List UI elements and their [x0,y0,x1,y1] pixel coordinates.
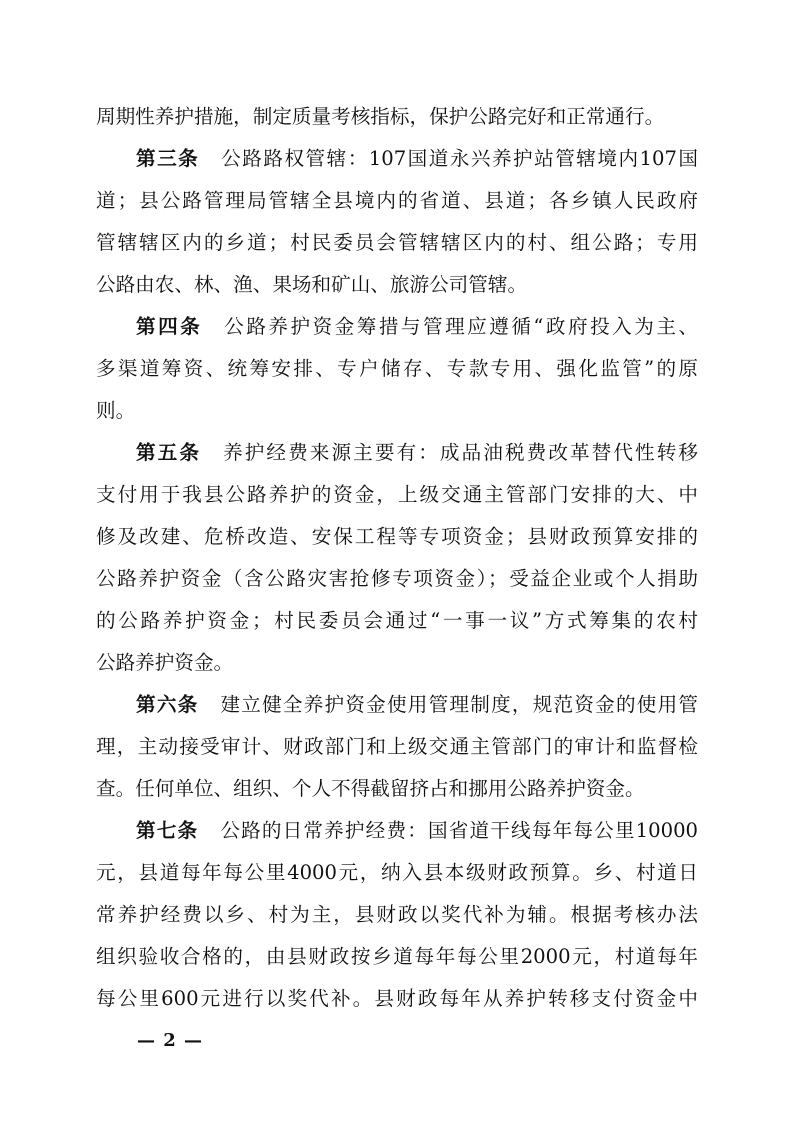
article-heading: 第六条 [136,693,199,716]
paragraph-line [136,439,698,467]
paragraph-line [96,565,698,593]
line-text: 道；县公路管理局管辖全县境内的省道、县道；各乡镇人民政府 [96,189,698,212]
paragraph-line [96,901,698,929]
paragraph-line [96,271,527,299]
paragraph-line [136,817,698,845]
line-text: 理，主动接受审计、财政部门和上级交通主管部门的审计和监督检 [96,735,698,758]
paragraph-line [136,313,698,341]
line-text: 建立健全养护资金使用管理制度，规范资金的使用管 [220,693,699,716]
line-text: 管辖辖区内的乡道；村民委员会管辖辖区内的村、组公路；专用 [96,231,698,254]
paragraph-line [96,733,698,761]
line-text: 公路养护资金（含公路灾害抢修专项资金）；受益企业或个人捐助 [96,567,698,590]
line-text: 公路路权管辖：107国道永兴养护站管辖境内107国 [221,147,698,170]
line-text: 公路由农、林、渔、果场和矿山、旅游公司管辖。 [96,273,528,296]
paragraph-line [96,649,233,677]
line-text: 修及改建、危桥改造、安保工程等专项资金；县财政预算安排的 [96,525,698,548]
paragraph-line [96,103,664,131]
article-heading: 第三条 [136,147,200,170]
paragraph-line [96,775,645,803]
paragraph-line [96,355,698,383]
page-number: — 2 — [137,1030,204,1051]
line-text: 查。任何单位、组织、个人不得截留挤占和挪用公路养护资金。 [96,777,645,800]
paragraph-line [96,607,698,635]
line-text: 常养护经费以乡、村为主，县财政以奖代补为辅。根据考核办法 [96,903,698,926]
paragraph-line [96,523,698,551]
line-text: 每公里600元进行以奖代补。县财政每年从养护转移支付资金中 [96,987,698,1010]
paragraph-line [96,859,698,887]
line-text: 公路养护资金筹措与管理应遵循“政府投入为主、 [224,315,698,338]
paragraph-line [96,943,698,971]
line-text: 支付用于我县公路养护的资金，上级交通主管部门安排的大、中 [96,483,698,506]
paragraph-line [96,229,698,257]
article-heading: 第五条 [136,441,202,464]
line-text: 公路的日常养护经费：国省道干线每年每公里10000 [220,819,698,842]
line-text: 公路养护资金。 [96,651,234,674]
line-text: 养护经费来源主要有：成品油税费改革替代性转移 [223,441,699,464]
line-text: 多渠道筹资、统筹安排、专户储存、专款专用、强化监管”的原 [96,357,698,380]
line-text: 组织验收合格的，由县财政按乡道每年每公里2000元，村道每年 [96,945,698,968]
paragraph-line [136,145,698,173]
line-text: 的公路养护资金；村民委员会通过“一事一议”方式筹集的农村 [96,609,698,632]
paragraph-line [96,397,135,425]
line-text: 元，县道每年每公里4000元，纳入县本级财政预算。乡、村道日 [96,861,698,884]
paragraph-line [96,481,698,509]
article-heading: 第四条 [136,315,203,338]
article-heading: 第七条 [136,819,199,842]
line-text: 周期性养护措施，制定质量考核指标，保护公路完好和正常通行。 [96,105,665,128]
paragraph-line [96,985,698,1013]
line-text: 则。 [96,399,136,422]
paragraph-line [136,691,698,719]
paragraph-line [96,187,698,215]
